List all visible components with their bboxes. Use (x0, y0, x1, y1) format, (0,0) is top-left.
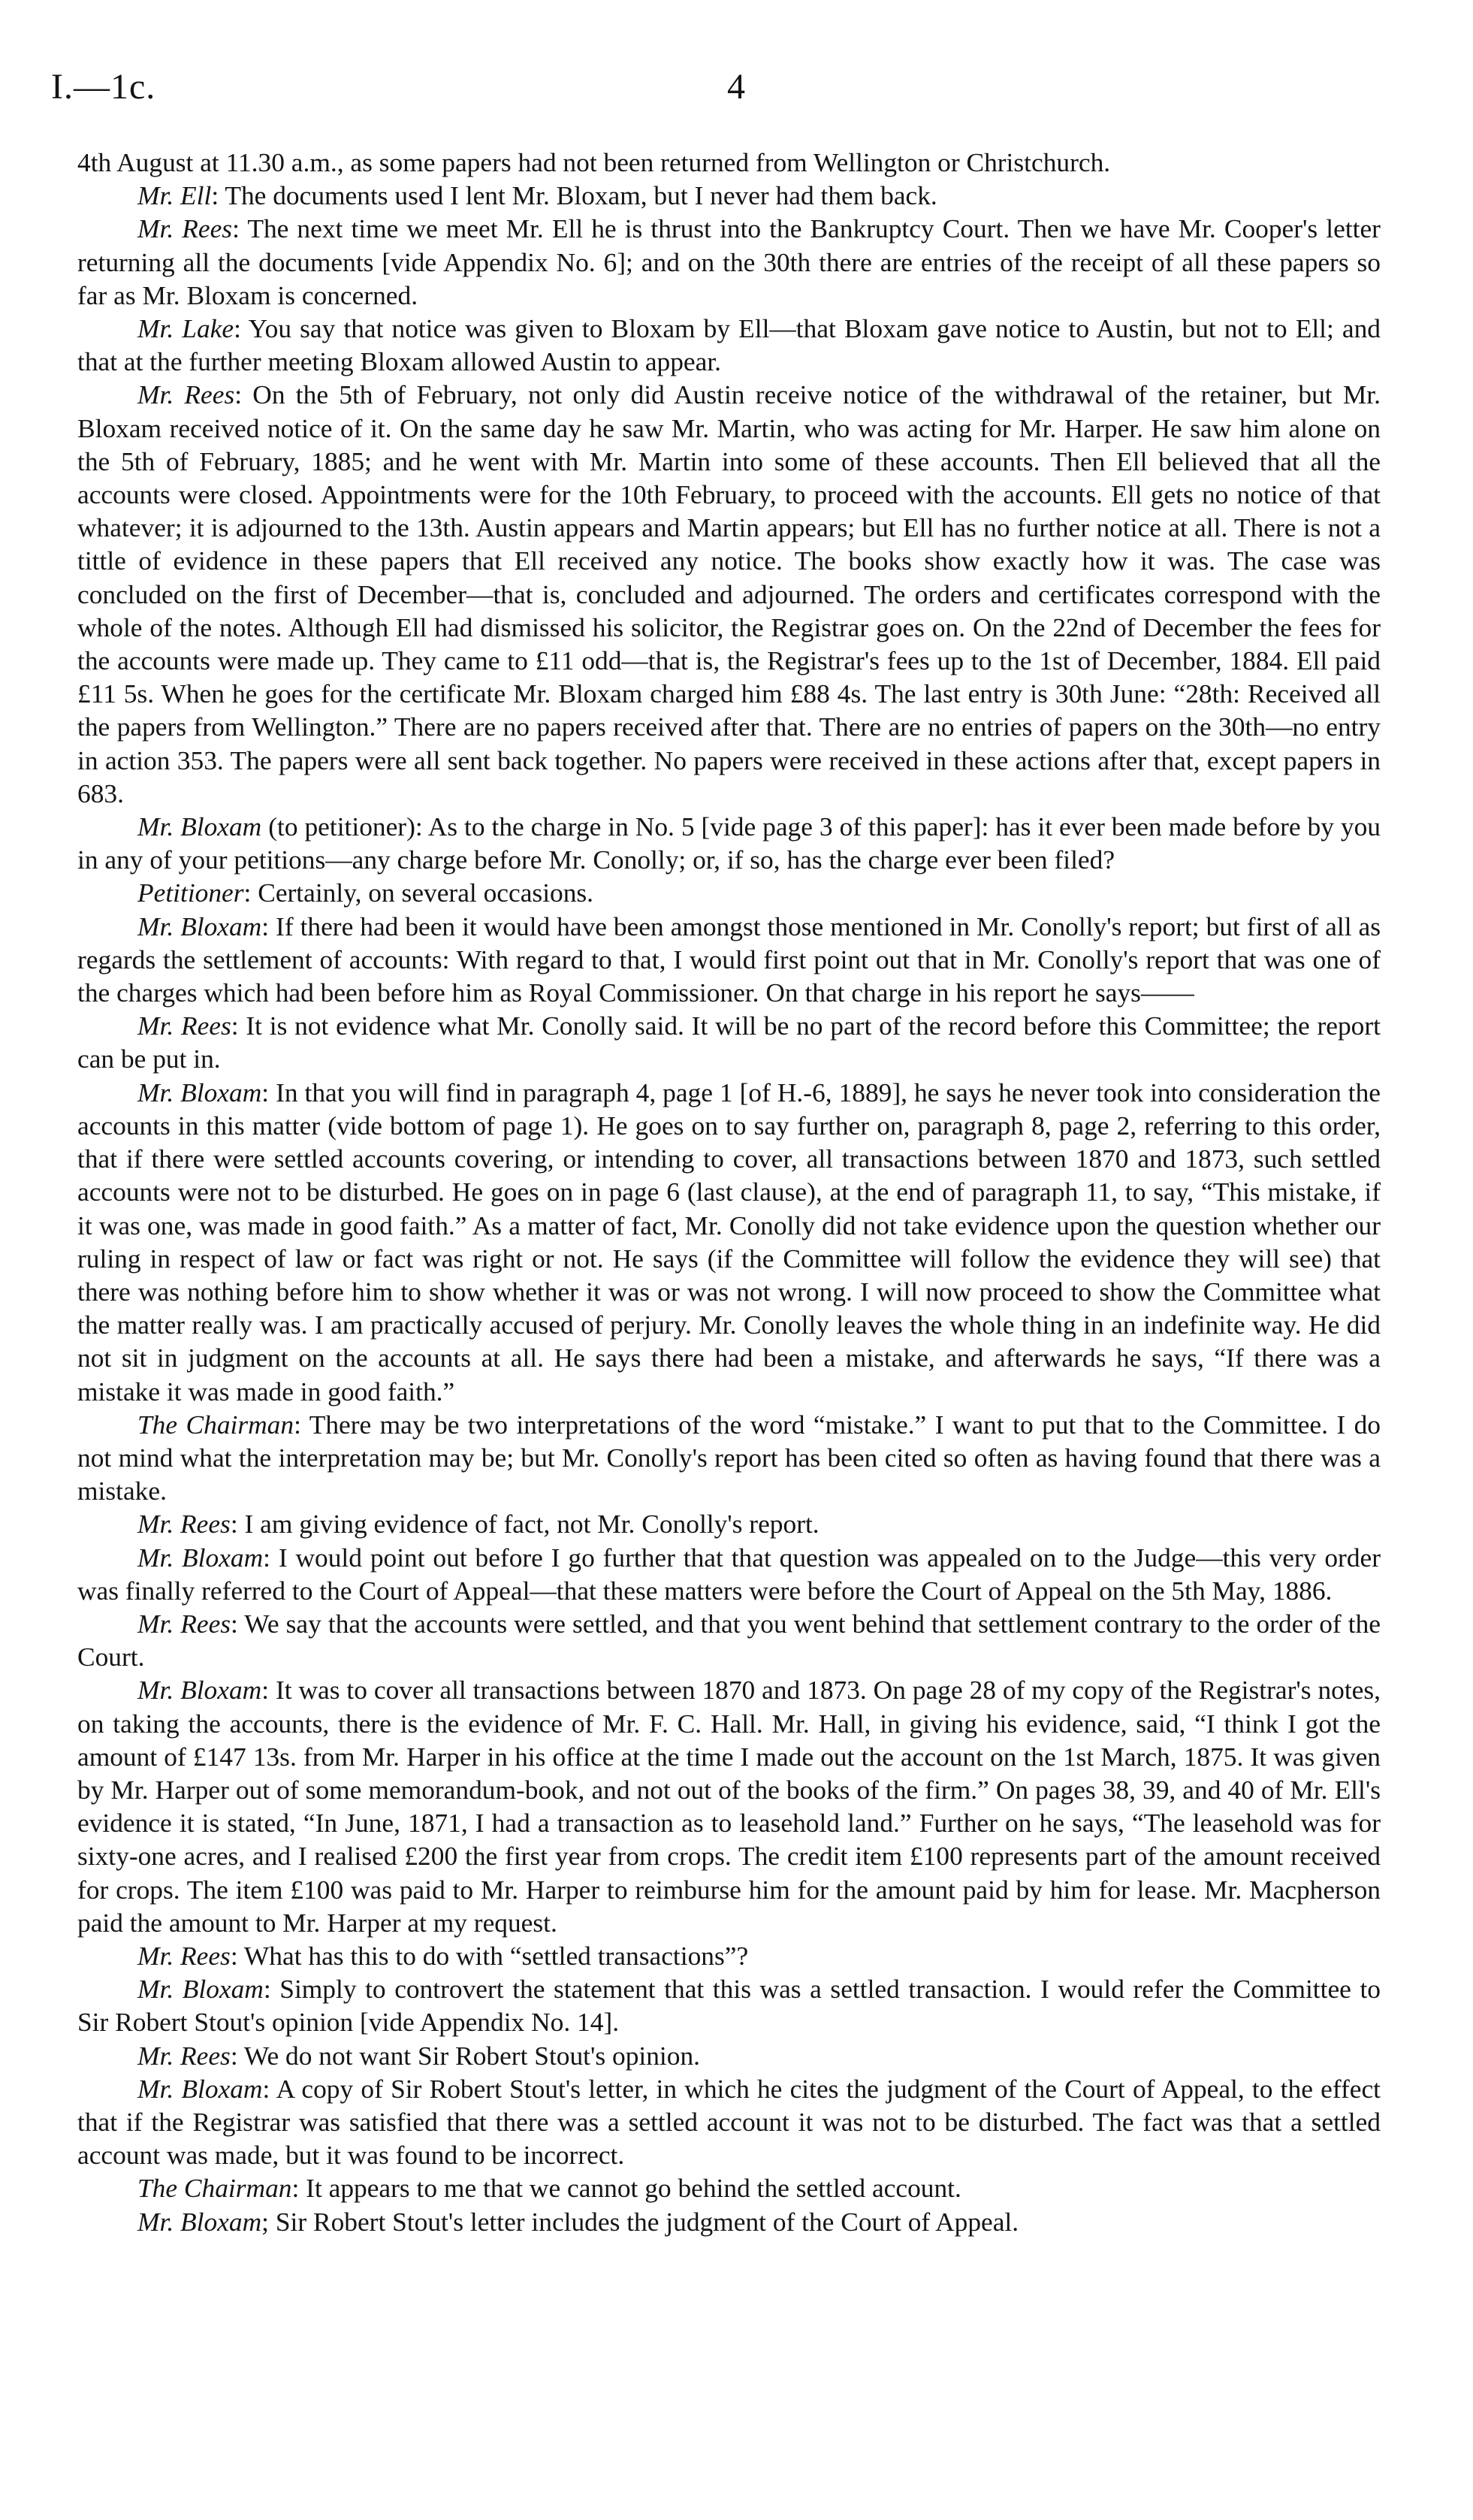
speaker-name: Petitioner (137, 878, 244, 908)
paragraph (77, 312, 1381, 378)
evidence-transcript (77, 146, 1381, 2238)
paragraph (77, 910, 1381, 1010)
paragraph (77, 2205, 1381, 2238)
paragraph-text: : If there had been it would have been amongst those mentioned in Mr. Conolly's report; but first of all as regards the settlement of accounts: With regard to that, I would first point out that in Mr. Conolly's report that was one of the charges which had been before him as Royal Commissioner. On that charge in his report he says—— (77, 911, 1381, 1008)
paragraph-text: : There may be two interpretations of the word “mistake.” I want to put that to the Committee. I do not mind what the interpretation may be; but Mr. Conolly's report has been cited so often as having found that there was a mistake. (77, 1409, 1381, 1506)
speaker-name: Mr. Lake (137, 313, 234, 344)
paragraph (77, 212, 1381, 312)
paragraph-text: : A copy of Sir Robert Stout's letter, in which he cites the judgment of the Court of Appeal, to the effect that if the Registrar was satisfied that there was a settled account it was not to be disturbed. The fact was that a settled account was made, but it was found to be incorrect. (77, 2073, 1381, 2171)
paragraph-text: : We say that the accounts were settled, and that you went behind that settlement contrary to the order of the Court. (77, 1608, 1381, 1672)
paragraph-text: : It appears to me that we cannot go behind the settled account. (291, 2173, 961, 2204)
speaker-name: Mr. Rees (137, 1509, 231, 1539)
speaker-name: Mr. Bloxam (137, 1675, 262, 1706)
paragraph-text: : What has this to do with “settled transactions”? (230, 1940, 749, 1971)
paragraph (77, 146, 1381, 179)
speaker-name: Mr. Ell (137, 180, 212, 211)
paragraph-text: : The next time we meet Mr. Ell he is thrust into the Bankruptcy Court. Then we have Mr. Cooper's letter returning all the documents [vide Appendix No. 6]; and on the 30th there are entries of the receipt of all these papers so far as Mr. Bloxam is concerned. (77, 213, 1381, 310)
speaker-name: Mr. Bloxam (137, 811, 262, 842)
paragraph (77, 1541, 1381, 1607)
paragraph-text: : On the 5th of February, not only did Austin receive notice of the withdrawal of the retainer, but Mr. Bloxam received notice of it. On the same day he saw Mr. Martin, who was acting for Mr. Harper. He saw him alone on the 5th of February, 1885; and he went with Mr. Martin into some of these accounts. Then Ell believed that all the accounts were closed. Appointments were for the 10th February, to proceed with the accounts. Ell gets no notice of that whatever; it is adjourned to the 13th. Austin appears and Martin appears; but Ell has no further notice at all. There is not a tittle of evidence in these papers that Ell received any notice. The books show exactly how it was. The case was concluded on the first of December—that is, concluded and adjourned. The orders and certificates correspond with the whole of the notes. Although Ell had dismissed his solicitor, the Registrar goes on. On the 22nd of December the fees for the accounts were made up. They came to £11 odd—that is, the Registrar's fees up to the 1st of December, 1884. Ell paid £11 5s. When he goes for the certificate Mr. Bloxam charged him £88 4s. The last entry is 30th June: “28th: Received all the papers from Wellington.” There are no papers received after that. There are no entries of papers on the 30th—no entry in action 353. The papers were all sent back together. No papers were received in these actions after that, except papers in 683. (77, 379, 1381, 808)
paragraph (77, 1009, 1381, 1075)
speaker-name: Mr. Rees (137, 1608, 231, 1639)
speaker-name: Mr. Rees (137, 213, 233, 244)
speaker-name: Mr. Bloxam (137, 2206, 262, 2237)
paragraph-text: : It is not evidence what Mr. Conolly said. It will be no part of the record before this Committee; the report can be put in. (77, 1011, 1381, 1074)
paragraph-text: : I would point out before I go further that that question was appealed on to the Judge—this very order was finally referred to the Court of Appeal—that these matters were before the Court of Appeal on the 5th May, 1886. (77, 1542, 1381, 1606)
speaker-name: Mr. Rees (137, 379, 235, 410)
page-number: 4 (727, 67, 745, 107)
paragraph-text: : I am giving evidence of fact, not Mr. Conolly's report. (230, 1509, 820, 1539)
paragraph (77, 1607, 1381, 1673)
speaker-name: Mr. Bloxam (137, 911, 262, 941)
paragraph-text: (to petitioner): As to the charge in No. 5 [vide page 3 of this paper]: has it ever been made before by you in any of your petitions—any charge before Mr. Conolly; or, if so, has the charge ever been filed? (77, 811, 1381, 875)
speaker-name: Mr. Bloxam (137, 1542, 264, 1573)
paragraph-text: : Simply to controvert the statement that this was a settled transaction. I would refer the Committee to Sir Robert Stout's opinion [vide Appendix No. 14]. (77, 1974, 1381, 2038)
speaker-name: The Chairman (137, 1409, 294, 1440)
speaker-name: Mr. Bloxam (137, 2073, 263, 2104)
paragraph (77, 810, 1381, 876)
paragraph (77, 179, 1381, 212)
speaker-name: Mr. Bloxam (137, 1974, 264, 2005)
paragraph (77, 2072, 1381, 2172)
paragraph (77, 1939, 1381, 1972)
paragraph (77, 1972, 1381, 2038)
paragraph (77, 2171, 1381, 2204)
paragraph-text: : It was to cover all transactions between 1870 and 1873. On page 28 of my copy of the Registrar's notes, on taking the accounts, there is the evidence of Mr. F. C. Hall. Mr. Hall, in giving his evidence, said, “I think I got the amount of £147 13s. from Mr. Harper in his office at the time I made out the account on the 1st March, 1875. It was given by Mr. Harper out of some memorandum-book, and not out of the books of the firm.” On pages 38, 39, and 40 of Mr. Ell's evidence it is stated, “In June, 1871, I had a transaction as to leasehold land.” Further on he says, “The leasehold was for sixty-one acres, and I realised £200 the first year from crops. The credit item £100 represents part of the amount received for crops. The item £100 was paid to Mr. Harper to reimburse him for the amount paid by him for lease. Mr. Macpherson paid the amount to Mr. Harper at my request. (77, 1675, 1381, 1938)
speaker-name: Mr. Rees (137, 1940, 231, 1971)
paragraph-text: : We do not want Sir Robert Stout's opinion. (230, 2040, 701, 2071)
paragraph (77, 378, 1381, 810)
paragraph-text: 4th August at 11.30 a.m., as some papers had not been returned from Wellington or Christchurch. (77, 147, 1111, 177)
paragraph (77, 1507, 1381, 1540)
speaker-name: The Chairman (137, 2173, 292, 2204)
paragraph (77, 1408, 1381, 1508)
speaker-name: Mr. Rees (137, 2040, 231, 2071)
speaker-name: Mr. Bloxam (137, 1077, 262, 1107)
page-header (51, 66, 1396, 119)
paragraph-text: : Certainly, on several occasions. (243, 878, 594, 908)
paragraph (77, 876, 1381, 909)
paragraph-text: ; Sir Robert Stout's letter includes the judgment of the Court of Appeal. (261, 2206, 1019, 2237)
paragraph (77, 1076, 1381, 1408)
document-reference: I.—1c. (51, 67, 156, 107)
paragraph-text: : In that you will find in paragraph 4, page 1 [of H.-6, 1889], he says he never took into consideration the accounts in this matter (vide bottom of page 1). He goes on to say further on, paragraph 8, page 2, referring to this order, that if there were settled accounts covering, or intending to cover, all transactions between 1870 and 1873, such settled accounts were not to be disturbed. He goes on in page 6 (last clause), at the end of paragraph 11, to say, “This mistake, if it was one, was made in good faith.” As a matter of fact, Mr. Conolly did not take evidence upon the question whether our ruling in respect of law or fact was right or not. He says (if the Committee will follow the evidence they will see) that there was nothing before him to show whether it was or was not wrong. I will now proceed to show the Committee what the matter really was. I am practically accused of perjury. Mr. Conolly leaves the whole thing in an indefinite way. He did not sit in judgment on the accounts at all. He says there had been a mistake, and afterwards he says, “If there was a mistake it was made in good faith.” (77, 1077, 1381, 1407)
speaker-name: Mr. Rees (137, 1011, 231, 1041)
paragraph (77, 2039, 1381, 2072)
paragraph (77, 1673, 1381, 1939)
paragraph-text: : The documents used I lent Mr. Bloxam, but I never had them back. (211, 180, 937, 211)
paragraph-text: : You say that notice was given to Bloxam by Ell—that Bloxam gave notice to Austin, but not to Ell; and that at the further meeting Bloxam allowed Austin to appear. (77, 313, 1381, 377)
